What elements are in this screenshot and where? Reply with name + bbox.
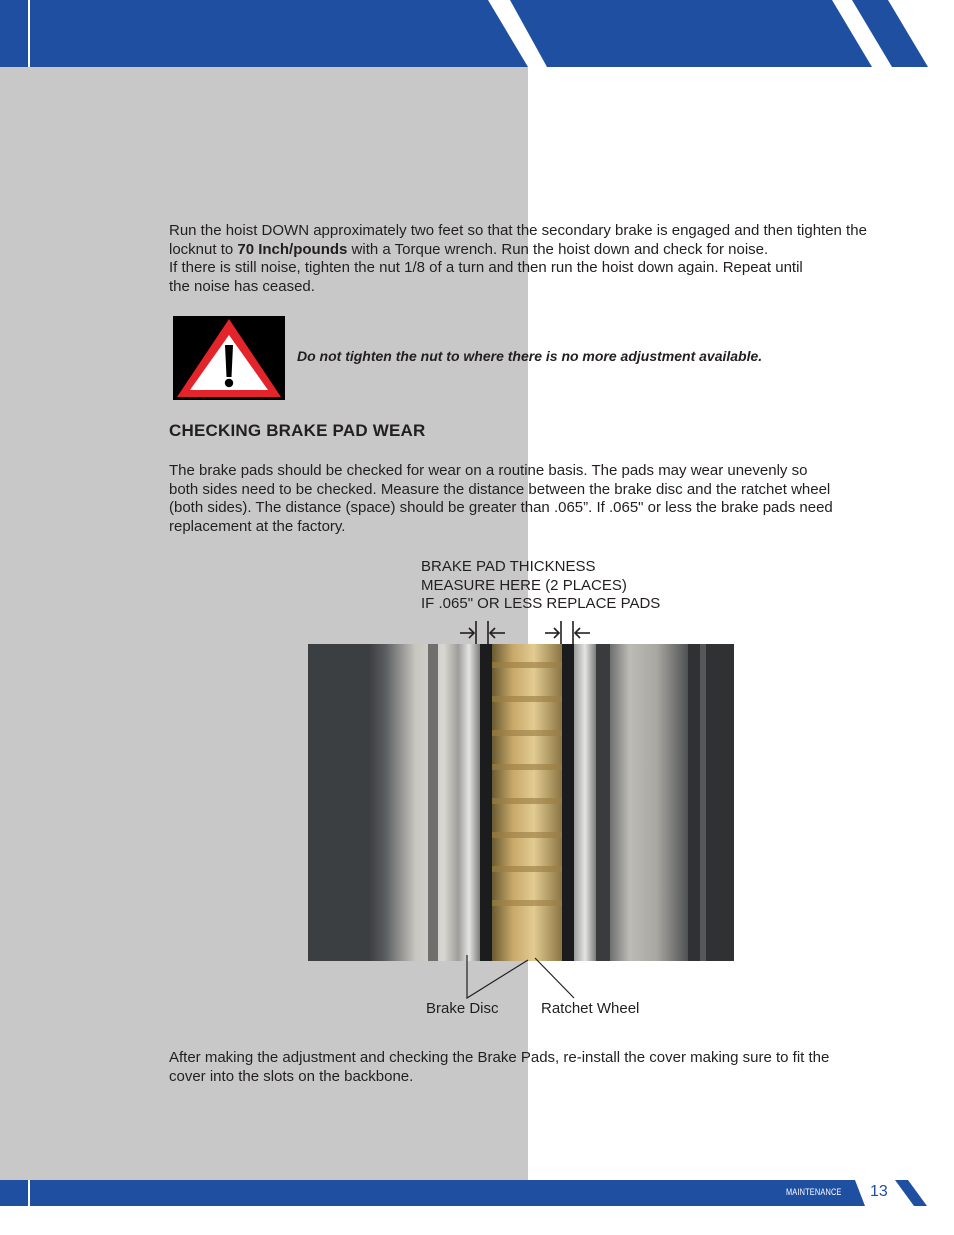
intro-text-a: Run the hoist DOWN approximately two feet so that the secondary brake is engaged and then tighten the locknut to <box>169 222 867 258</box>
warning-text: Do not tighten the nut to where there is no more adjustment available. <box>297 348 763 364</box>
intro-line-4: the noise has ceased. <box>169 277 315 295</box>
pad-line-1: The brake pads should be checked for wear on a routine basis. The pads may wear unevenly so <box>169 462 808 479</box>
pad-line-4: replacement at the factory. <box>169 517 346 535</box>
intro-paragraph <box>169 222 869 296</box>
measurement-arrows <box>455 620 600 646</box>
reinstall-line-2: cover into the slots on the backbone. <box>169 1067 414 1085</box>
brake-disc-label: Brake Disc <box>426 1000 499 1017</box>
intro-text-b: with a Torque wrench. Run the hoist down and check for noise. <box>347 240 769 258</box>
callout-line-2: MEASURE HERE (2 PLACES) <box>421 576 627 594</box>
ratchet-wheel-label: Ratchet Wheel <box>541 1000 640 1017</box>
reinstall-paragraph <box>169 1049 869 1086</box>
section-heading: CHECKING BRAKE PAD WEAR <box>169 421 426 440</box>
torque-value: 70 Inch/pounds <box>237 240 348 258</box>
brake-assembly-photo <box>308 644 734 961</box>
header-band <box>0 0 954 68</box>
pad-line-2: both sides need to be checked. Measure the distance between the brake disc and the ratchet wheel <box>169 480 831 498</box>
reinstall-line-1: After making the adjustment and checking the Brake Pads, re-install the cover making sure to fit the <box>169 1049 830 1066</box>
page-number: 13 <box>870 1183 888 1200</box>
callout-line-1: BRAKE PAD THICKNESS <box>421 558 596 575</box>
pad-line-3: (both sides). The distance (space) should be greater than .065”. If .065" or less the brake pads need <box>169 499 833 517</box>
callout-line-3: IF .065" OR LESS REPLACE PADS <box>421 595 661 613</box>
brake-pad-paragraph <box>169 462 869 536</box>
footer-section-label: MAINTENANCE <box>786 1187 842 1197</box>
warning-triangle-exclamation-icon <box>173 316 285 400</box>
measurement-callout <box>421 558 660 614</box>
label-leader-lines <box>440 955 580 1000</box>
intro-line-3: If there is still noise, tighten the nut 1/8 of a turn and then run the hoist down again. Repeat until <box>169 259 803 277</box>
